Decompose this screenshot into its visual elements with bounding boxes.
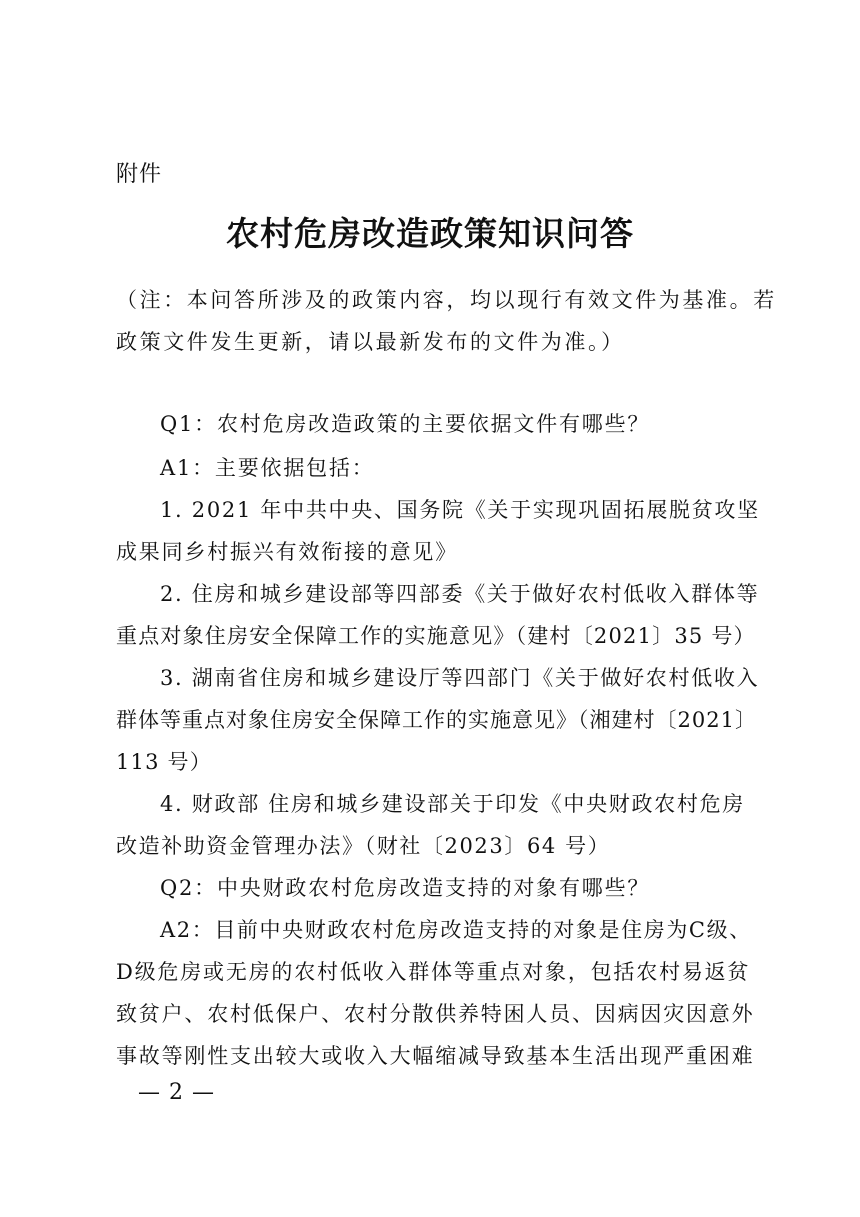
answer-1-item-3-line-3: 113 号） xyxy=(116,750,212,774)
attachment-label: 附件 xyxy=(116,162,163,187)
answer-2-line-4: 事故等刚性支出较大或收入大幅缩减导致基本生活出现严重困难 xyxy=(116,1044,755,1068)
answer-1-item-2-line-2: 重点对象住房安全保障工作的实施意见》（建村〔2021〕35 号） xyxy=(116,624,756,648)
page-number: — 2 — xyxy=(138,1080,215,1105)
note-line-2: 政策文件发生更新，请以最新发布的文件为准。） xyxy=(116,330,625,354)
answer-1-item-3-line-2: 群体等重点对象住房安全保障工作的实施意见》（湘建村〔2021〕 xyxy=(116,708,757,732)
answer-1-item-4-line-2: 改造补助资金管理办法》（财社〔2023〕64 号） xyxy=(116,834,611,858)
answer-2-line-3: 致贫户、农村低保户、农村分散供养特困人员、因病因灾因意外 xyxy=(116,1002,755,1026)
answer-1-item-2-line-1: 2. 住房和城乡建设部等四部委《关于做好农村低收入群体等 xyxy=(160,582,760,606)
question-1: Q1：农村危房改造政策的主要依据文件有哪些？ xyxy=(160,412,651,436)
answer-1-item-3-line-1: 3. 湖南省住房和城乡建设厅等四部门《关于做好农村低收入 xyxy=(160,666,760,690)
answer-1-item-1-line-1: 1. 2021 年中共中央、国务院《关于实现巩固拓展脱贫攻坚 xyxy=(160,498,760,522)
document-title: 农村危房改造政策知识问答 xyxy=(226,214,634,253)
answer-1-item-4-line-1: 4. 财政部 住房和城乡建设部关于印发《中央财政农村危房 xyxy=(160,792,745,816)
note-line-1: （注：本问答所涉及的政策内容，均以现行有效文件为基准。若 xyxy=(116,288,777,312)
answer-2-line-2: D级危房或无房的农村低收入群体等重点对象，包括农村易返贫 xyxy=(116,960,751,984)
question-2: Q2：中央财政农村危房改造支持的对象有哪些？ xyxy=(160,876,651,900)
answer-2-line-1: A2：目前中央财政农村危房改造支持的对象是住房为C级、 xyxy=(160,918,752,942)
answer-1-intro: A1：主要依据包括： xyxy=(160,456,375,480)
answer-1-item-1-line-2: 成果同乡村振兴有效衔接的意见》 xyxy=(116,540,458,564)
